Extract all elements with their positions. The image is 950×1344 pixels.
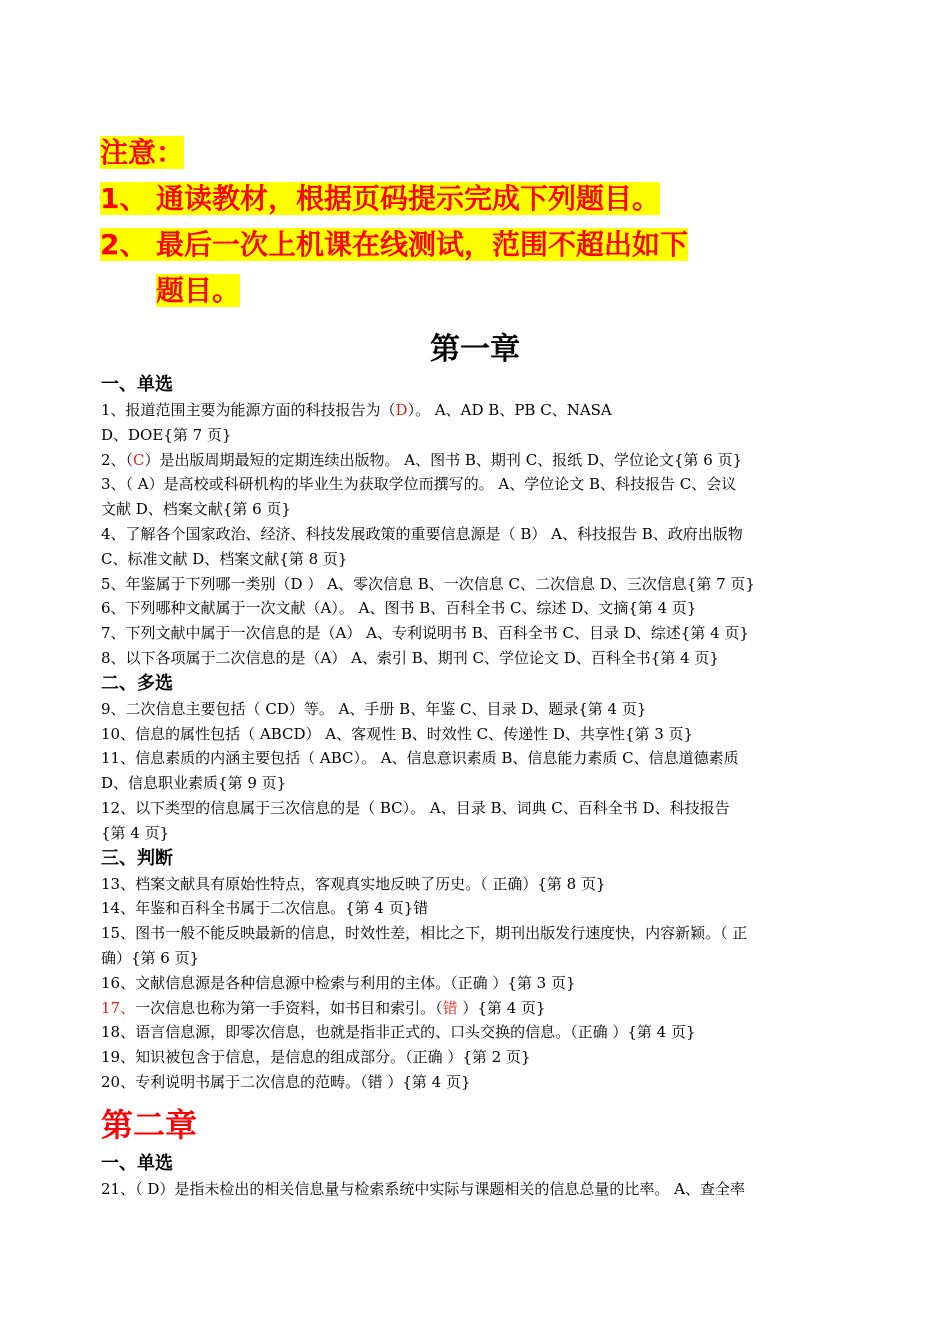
question-1: 1、报道范围主要为能源方面的科技报告为（D）。 A、AD B、PB C、NASA [101,401,612,419]
question-17: 17、一次信息也称为第一手资料，如书目和索引。（错 ）{第 4 页} [101,998,546,1017]
section-heading-multiple-choice: 二、多选 [101,672,173,694]
notice-item-2-text: 最后一次上机课在线测试，范围不超出如下 [156,228,689,261]
notice-block [100,130,840,314]
question-11-continuation: D、信息职业素质{第 9 页} [101,774,287,793]
question-8: 8、以下各项属于二次信息的是（A） A、索引 B、期刊 C、学位论文 D、百科全书{第 4 页} [101,648,719,667]
question-number: 17、 [101,998,136,1017]
question-10: 10、信息的属性包括（ ABCD） A、客观性 B、时效性 C、传递性 D、共享性{第 3 页} [101,724,694,743]
notice-item-1-text: 通读教材，根据页码提示完成下列题目。 [156,182,661,215]
notice-item-1-number: 1、 [100,182,148,215]
answer-mark: 错 [442,998,458,1017]
question-19: 19、知识被包含于信息，是信息的组成部分。（正确 ）{第 2 页} [101,1048,531,1067]
question-7: 7、下列文献中属于一次信息的是（A） A、专利说明书 B、百科全书 C、目录 D、综述{第 4 页} [101,624,749,643]
section-heading-single-choice: 一、单选 [101,374,173,395]
section-heading-single-choice-ch2: 一、单选 [101,1152,173,1174]
question-9: 9、二次信息主要包括（ CD）等。 A、手册 B、年鉴 C、目录 D、题录{第 4 页} [101,699,647,718]
question-18: 18、语言信息源，即零次信息，也就是指非正式的、口头交换的信息。（正确 ）{第 4 页} [101,1023,696,1042]
question-15-continuation: 确）{第 6 页} [101,948,200,967]
question-12: 12、以下类型的信息属于三次信息的是（ BC）。 A、目录 B、词典 C、百科全书 D、科技报告 [101,798,730,817]
question-1-continuation: D、DOE{第 7 页} [101,425,232,444]
notice-item-2-continuation: 题目。 [156,274,241,307]
question-15: 15、图书一般不能反映最新的信息，时效性差，相比之下，期刊出版发行速度快，内容新颖。（ 正 [101,924,748,943]
question-4: 4、了解各个国家政治、经济、科技发展政策的重要信息源是（ B） A、科技报告 B、政府出版物 [101,524,743,543]
notice-heading: 注意： [100,136,185,169]
chapter-2-title: 第二章 [101,1105,198,1144]
question-11: 11、信息素质的内涵主要包括（ ABC）。 A、信息意识素质 B、信息能力素质 C、信息道德素质 [101,749,739,768]
question-2: 2、（C）是出版周期最短的定期连续出版物。 A、图书 B、期刊 C、报纸 D、学位论文{第 6 页} [101,450,743,469]
question-14: 14、年鉴和百科全书属于二次信息。{第 4 页}错 [101,899,429,918]
question-4-continuation: C、标准文献 D、档案文献{第 8 页} [101,549,348,568]
question-list [101,372,837,1202]
question-16: 16、文献信息源是各种信息源中检索与利用的主体。（正确 ）{第 3 页} [101,973,576,992]
section-heading-true-false: 三、判断 [101,847,173,869]
answer-mark: C [133,450,145,469]
chapter-1-title: 第一章 [430,332,520,367]
question-13: 13、档案文献具有原始性特点，客观真实地反映了历史。（ 正确）{第 8 页} [101,874,606,893]
notice-item-2-number: 2、 [100,228,148,261]
question-21: 21、（ D）是指未检出的相关信息量与检索系统中实际与课题相关的信息总量的比率。 A、查全率 [101,1179,745,1198]
question-5: 5、年鉴属于下列哪一类别（D ） A、零次信息 B、一次信息 C、二次信息 D、三次信息{第 7 页} [101,574,755,593]
question-6: 6、下列哪种文献属于一次文献（A）。 A、图书 B、百科全书 C、综述 D、文摘{第 4 页} [101,599,697,618]
question-20: 20、专利说明书属于二次信息的范畴。（错 ）{第 4 页} [101,1072,471,1091]
question-3: 3、（ A）是高校或科研机构的毕业生为获取学位而撰写的。 A、学位论文 B、科技报告 C、会议 [101,475,737,494]
question-12-continuation: {第 4 页} [101,823,170,842]
answer-mark: D [395,401,408,419]
question-3-continuation: 文献 D、档案文献{第 6 页} [101,500,291,519]
